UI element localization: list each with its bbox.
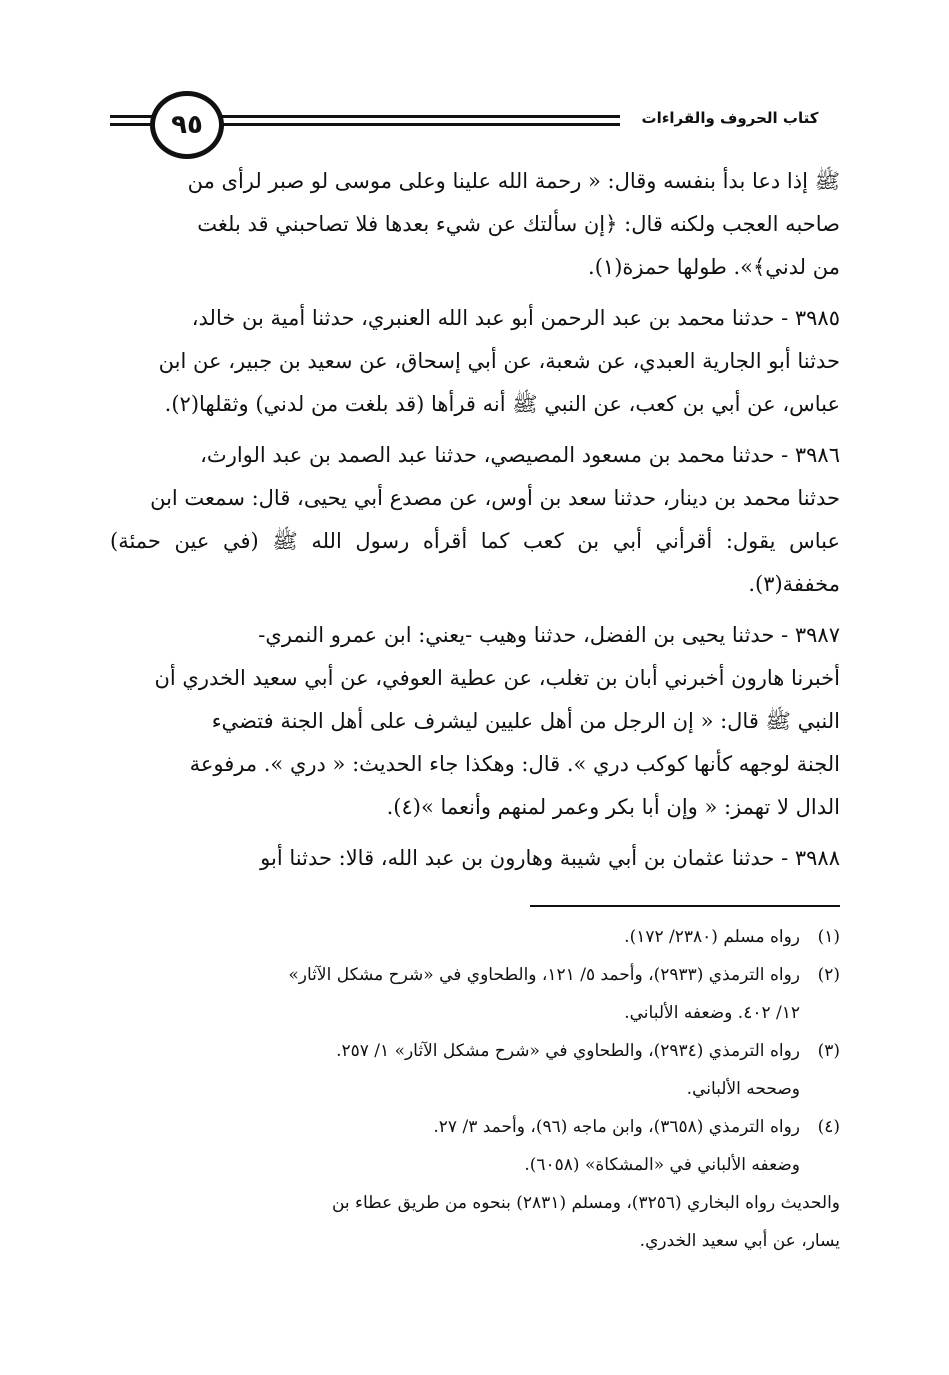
footnote-text: ١٢/ ٤٠٢. وضعفه الألباني.: [624, 1003, 800, 1023]
book-title: كتاب الحروف والقراءات: [641, 109, 819, 127]
footnote-text: رواه الترمذي (٣٦٥٨)، وابن ماجه (٩٦)، وأحمد ٣/ ٢٧.: [433, 1117, 800, 1137]
paragraph: [110, 160, 840, 289]
footnote-mark: (٢): [817, 965, 840, 985]
text-line: حدثنا محمد بن دينار، حدثنا سعد بن أوس، عن مصدع أبي يحيى، قال: سمعت ابن: [150, 486, 840, 510]
footnote-mark: (٣): [817, 1041, 840, 1061]
footnote-text: رواه الترمذي (٢٩٣٤)، والطحاوي في «شرح مشكل الآثار» ١/ ٢٥٧.: [336, 1041, 800, 1061]
text-line: الدال لا تهمز: « وإن أبا بكر وعمر لمنهم وأنعما »(٤).: [386, 795, 840, 819]
footnote-text: رواه مسلم (٢٣٨٠/ ١٧٢).: [624, 927, 800, 947]
footnote-text: يسار، عن أبي سعيد الخدري.: [639, 1231, 840, 1251]
text-line: صاحبه العجب ولكنه قال: ﴿إن سألتك عن شيء بعدها فلا تصاحبني قد بلغت: [197, 212, 840, 236]
text-line: الجنة لوجهه كأنها كوكب دري ». قال: وهكذا جاء الحديث: « دري ». مرفوعة: [189, 752, 840, 776]
paragraph-hadith-3988: [110, 837, 840, 880]
footnote-mark: (٤): [817, 1117, 840, 1137]
footnote: [110, 1108, 840, 1184]
text-line: عباس، عن أبي بن كعب، عن النبي ﷺ أنه قرأها (قد بلغت من لدني) وثقلها(٢).: [164, 392, 840, 416]
paragraph-hadith-3986: [110, 434, 840, 606]
paragraph-hadith-3985: [110, 297, 840, 426]
footnote: [110, 1032, 840, 1108]
footnote-text: والحديث رواه البخاري (٣٢٥٦)، ومسلم (٢٨٣١) بنحوه من طريق عطاء بن: [331, 1193, 840, 1213]
text-line: ٣٩٨٥ - حدثنا محمد بن عبد الرحمن أبو عبد الله العنبري، حدثنا أمية بن خالد،: [191, 306, 840, 330]
text-line: ﷺ إذا دعا بدأ بنفسه وقال: « رحمة الله علينا وعلى موسى لو صبر لرأى من: [187, 169, 840, 193]
footnotes: [110, 918, 840, 1260]
footnote: [110, 918, 840, 956]
footnote-mark: (١): [817, 927, 840, 947]
footnote: [110, 956, 840, 1032]
footnote-separator: [530, 905, 840, 907]
main-text: [110, 160, 840, 880]
text-line: ٣٩٨٦ - حدثنا محمد بن مسعود المصيصي، حدثنا عبد الصمد بن عبد الوارث،: [200, 443, 840, 467]
footnote-continuation: [110, 1184, 840, 1260]
paragraph-hadith-3987: [110, 614, 840, 829]
footnote-text: رواه الترمذي (٢٩٣٣)، وأحمد ٥/ ١٢١، والطحاوي في «شرح مشكل الآثار»: [288, 965, 800, 985]
footnote-text: وصححه الألباني.: [686, 1079, 800, 1099]
text-line: عباس يقول: أقرأني أبي بن كعب كما أقرأه رسول الله ﷺ (في عين حمئة) مخففة(٣).: [110, 529, 840, 596]
page-number: ٩٥: [150, 91, 224, 159]
text-line: أخبرنا هارون أخبرني أبان بن تغلب، عن عطية العوفي، عن أبي سعيد الخدري أن: [154, 666, 840, 690]
running-header: [110, 88, 840, 158]
text-line: النبي ﷺ قال: « إن الرجل من أهل عليين ليشرف على أهل الجنة فتضيء: [211, 709, 840, 733]
text-line: ٣٩٨٨ - حدثنا عثمان بن أبي شيبة وهارون بن عبد الله، قالا: حدثنا أبو: [260, 846, 840, 870]
footnote-text: وضعفه الألباني في «المشكاة» (٦٠٥٨).: [524, 1155, 800, 1175]
text-line: ٣٩٨٧ - حدثنا يحيى بن الفضل، حدثنا وهيب -يعني: ابن عمرو النمري-: [258, 623, 840, 647]
text-line: من لدني﴾». طولها حمزة(١).: [588, 255, 840, 279]
text-line: حدثنا أبو الجارية العبدي، عن شعبة، عن أبي إسحاق، عن سعيد بن جبير، عن ابن: [158, 349, 840, 373]
